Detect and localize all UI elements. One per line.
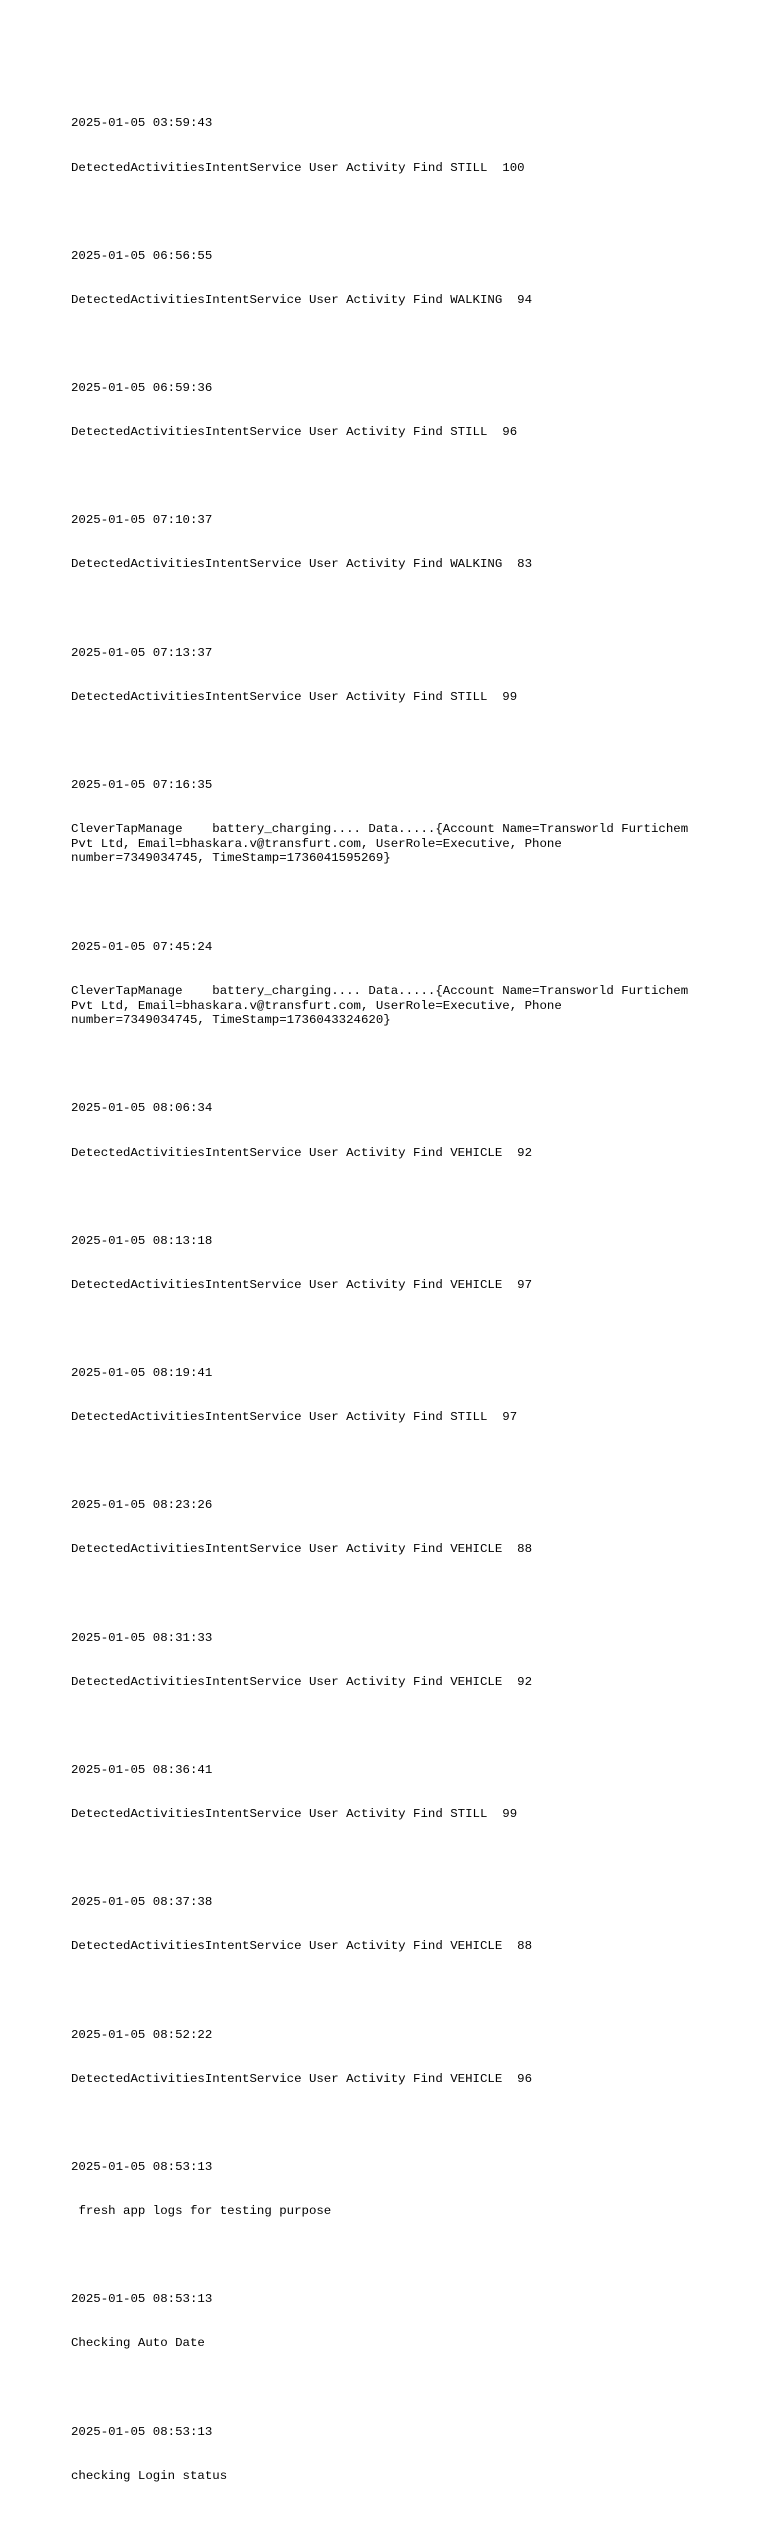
log-entry (71, 1072, 751, 1190)
log-message: CleverTapManage battery_charging.... Data.....{Account Name=Transworld Furtichem Pvt Ltd, Email=bhaskara.v@transfurt.com, UserRole=Executive, Phone number=7349034745, TimeStamp=1736041595269} (71, 822, 689, 866)
log-timestamp: 2025-01-05 08:53:13 (71, 2292, 213, 2307)
log-message: DetectedActivitiesIntentService User Activity Find WALKING 94 (71, 292, 533, 307)
log-timestamp: 2025-01-05 08:06:34 (71, 1101, 213, 1116)
log-entry (71, 2263, 751, 2381)
log-entry (71, 2131, 751, 2249)
log-message: DetectedActivitiesIntentService User Activity Find STILL 97 (71, 1410, 518, 1425)
log-timestamp: 2025-01-05 08:37:38 (71, 1895, 213, 1910)
log-timestamp: 2025-01-05 08:36:41 (71, 1762, 213, 1777)
log-message: DetectedActivitiesIntentService User Activity Find VEHICLE 88 (71, 1939, 533, 1954)
log-timestamp: 2025-01-05 08:53:13 (71, 2424, 213, 2439)
log-message: DetectedActivitiesIntentService User Activity Find STILL 96 (71, 425, 518, 440)
log-message: DetectedActivitiesIntentService User Activity Find VEHICLE 97 (71, 1277, 533, 1292)
log-message: DetectedActivitiesIntentService User Activity Find STILL 99 (71, 689, 518, 704)
log-timestamp: 2025-01-05 08:31:33 (71, 1630, 213, 1645)
log-timestamp: 2025-01-05 08:52:22 (71, 2027, 213, 2042)
log-timestamp: 2025-01-05 06:59:36 (71, 381, 213, 396)
log-timestamp: 2025-01-05 08:19:41 (71, 1366, 213, 1381)
log-entry (71, 1866, 751, 1984)
log-entry (71, 219, 751, 337)
log-entry (71, 1734, 751, 1852)
log-timestamp: 2025-01-05 08:23:26 (71, 1498, 213, 1513)
log-message: CleverTapManage battery_charging.... Data.....{Account Name=Transworld Furtichem Pvt Ltd, Email=bhaskara.v@transfurt.com, UserRole=Executive, Phone number=7349034745, TimeStamp=1736043324620} (71, 983, 689, 1028)
log-entry (71, 1601, 751, 1719)
log-message: DetectedActivitiesIntentService User Activity Find VEHICLE 96 (71, 2071, 533, 2086)
log-message: DetectedActivitiesIntentService User Activity Find VEHICLE 92 (71, 1145, 533, 1160)
log-message: fresh app logs for testing purpose (71, 2204, 332, 2219)
log-entry (71, 2395, 751, 2513)
log-message: DetectedActivitiesIntentService User Activity Find STILL 99 (71, 1807, 518, 1822)
log-timestamp: 2025-01-05 08:13:18 (71, 1233, 213, 1248)
log-entry (71, 1998, 751, 2116)
log-document (71, 87, 751, 2527)
log-timestamp: 2025-01-05 07:16:35 (71, 777, 213, 792)
log-timestamp: 2025-01-05 06:56:55 (71, 248, 213, 263)
log-entry (71, 1204, 751, 1322)
log-message: DetectedActivitiesIntentService User Activity Find STILL 100 (71, 160, 525, 175)
log-message: Checking Auto Date (71, 2336, 205, 2351)
log-entry (71, 1469, 751, 1587)
log-timestamp: 2025-01-05 07:10:37 (71, 513, 213, 528)
log-timestamp: 2025-01-05 03:59:43 (71, 116, 213, 131)
log-message: DetectedActivitiesIntentService User Activity Find VEHICLE 88 (71, 1542, 533, 1557)
log-timestamp: 2025-01-05 07:13:37 (71, 645, 213, 660)
log-entry (71, 484, 751, 602)
log-timestamp: 2025-01-05 08:53:13 (71, 2159, 213, 2174)
log-message: DetectedActivitiesIntentService User Activity Find WALKING 83 (71, 557, 533, 572)
log-entry (71, 910, 751, 1057)
log-entry (71, 749, 751, 896)
log-entry (71, 616, 751, 734)
log-entry (71, 87, 751, 205)
log-entry (71, 352, 751, 470)
log-message: checking Login status (71, 2468, 228, 2483)
log-entry (71, 1337, 751, 1455)
log-timestamp: 2025-01-05 07:45:24 (71, 939, 213, 954)
log-message: DetectedActivitiesIntentService User Activity Find VEHICLE 92 (71, 1674, 533, 1689)
